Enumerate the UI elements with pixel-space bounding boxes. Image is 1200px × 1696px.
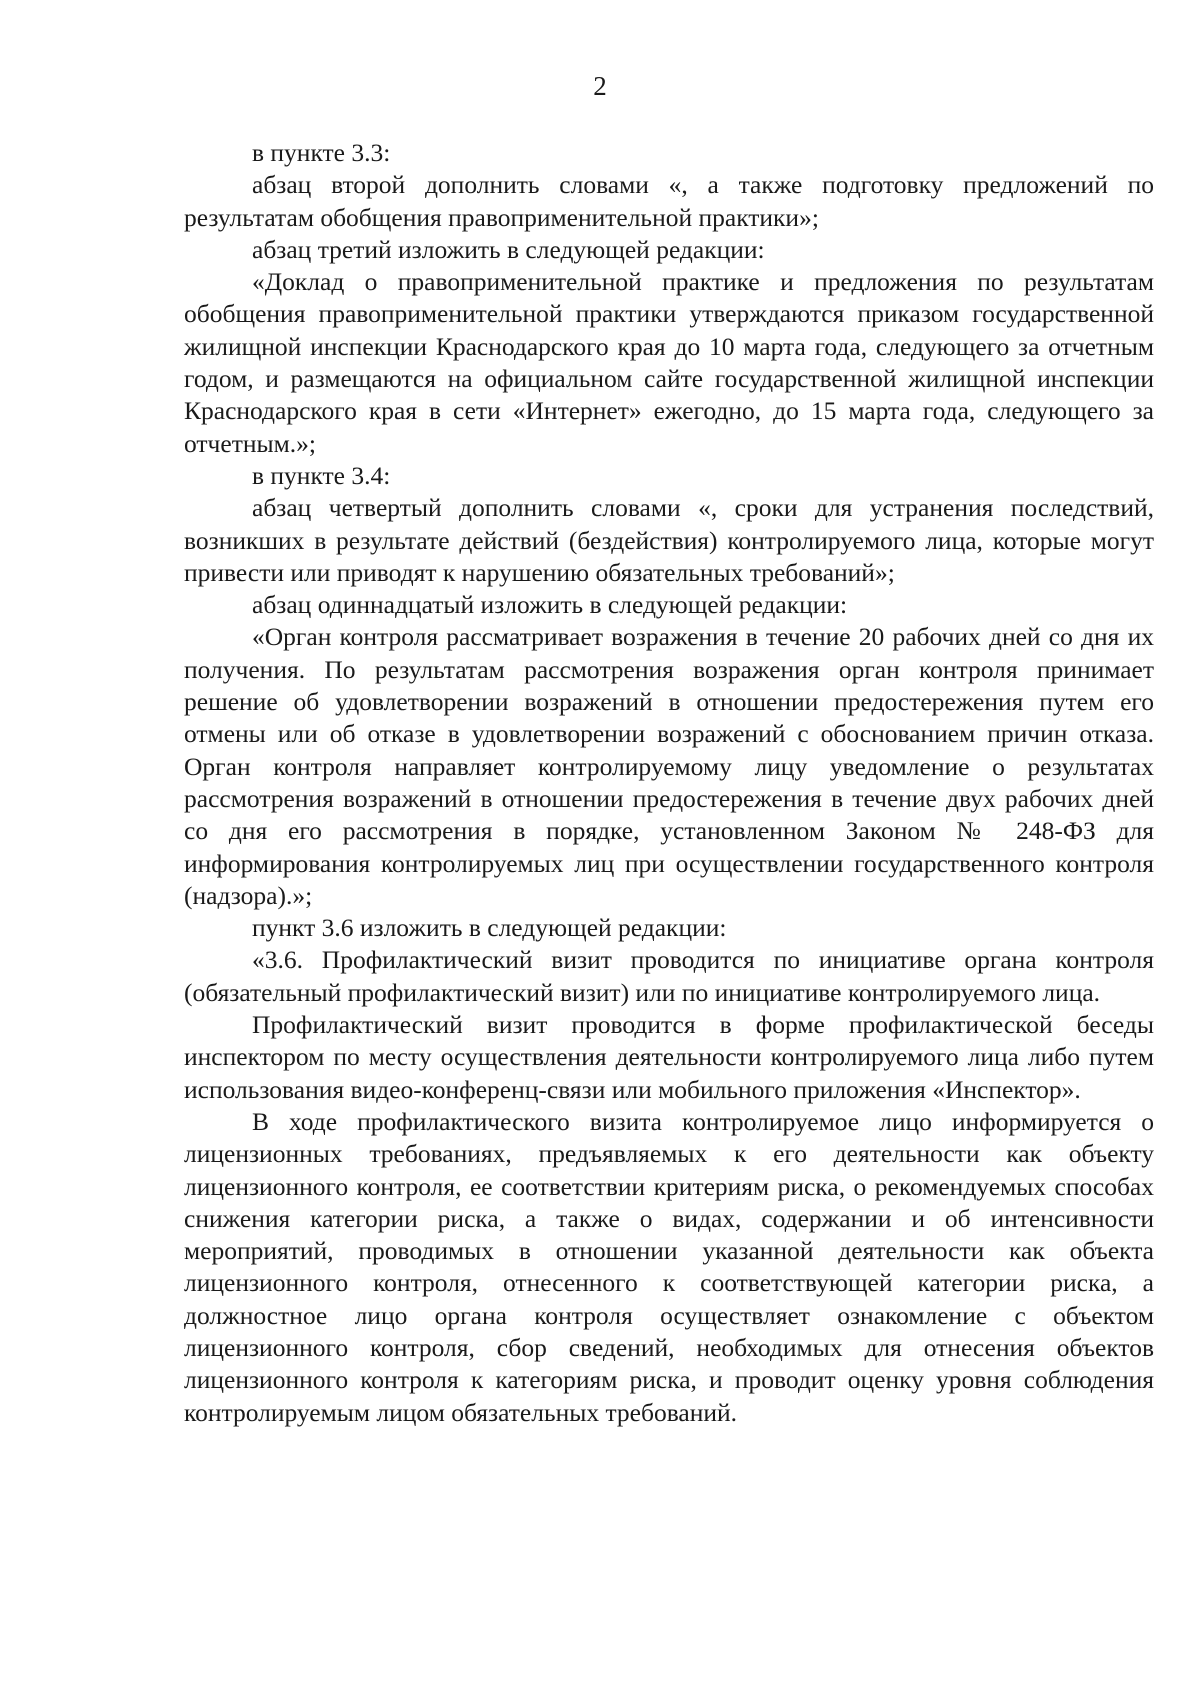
paragraph-visit-initiative: «3.6. Профилактический визит проводится по инициативе органа контроля (обязательный профилактический визит) или по инициативе контролируемого лица. (184, 945, 1154, 1007)
paragraph-amend-fourth: абзац четвертый дополнить словами «, сроки для устранения последствий, возникших в результате действий (бездействия) контролируемого лица, которые могут привести или приводят к нарушению обязательных требований»; (184, 493, 1154, 587)
paragraph-eleventh-heading: абзац одиннадцатый изложить в следующей редакции: (252, 590, 848, 620)
paragraph-third-heading: абзац третий изложить в следующей редакции: (252, 234, 765, 264)
page-number: 2 (593, 71, 607, 101)
paragraph-visit-content: В ходе профилактического визита контролируемое лицо информируется о лицензионных требованиях, предъявляемых к его деятельности как объекту лицензионного контроля, ее соответствии критериям риска, о рекомендуемых способах снижения категории риска, а также о видах, содержании и об интенсивности мероприятий, проводимых в отношении указанной деятельности как объекта лицензионного контроля, отнесенного к соответствующей категории риска, а должностное лицо органа контроля осуществляет ознакомление с объектом лицензионного контроля, сбор сведений, необходимых для отнесения объектов лицензионного контроля к категориям риска, и проводит оценку уровня соблюдения контролируемым лицом обязательных требований. (184, 1106, 1154, 1427)
paragraph-objections-text: «Орган контроля рассматривает возражения в течение 20 рабочих дней со дня их получения. По результатам рассмотрения возражения орган контроля принимает решение об удовлетворении возражений в отношении предостережения путем его отмены или об отказе в удовлетворении возражений с обоснованием причин отказа. Орган контроля направляет контролируемому лицу уведомление о результатах рассмотрения возражений в отношении предостережения в течение двух рабочих дней со дня его рассмотрения в порядке, установленном Законом № 248-ФЗ для информирования контролируемых лиц при осуществлении государственного контроля (надзора).»; (184, 622, 1154, 910)
paragraph-visit-form: Профилактический визит проводится в форме профилактической беседы инспектором по месту осуществления деятельности контролируемого лица либо путем использования видео-конференц-связи или мобильного приложения «Инспектор». (184, 1010, 1154, 1104)
paragraph-report-text: «Доклад о правоприменительной практике и предложения по результатам обобщения правоприменительной практики утверждаются приказом государственной жилищной инспекции Краснодарского края до 10 марта года, следующего за отчетным годом, и размещаются на официальном сайте государственной жилищной инспекции Краснодарского края в сети «Интернет» ежегодно, до 15 марта года, следующего за отчетным.»; (184, 267, 1154, 458)
paragraph-amend-second: абзац второй дополнить словами «, а также подготовку предложений по результатам обобщения правоприменительной практики»; (184, 170, 1154, 232)
paragraph-item-3-4: в пункте 3.4: (252, 460, 391, 490)
paragraph-item-3-3: в пункте 3.3: (252, 138, 391, 167)
document-body (184, 137, 1154, 1429)
paragraph-item-3-6-heading: пункт 3.6 изложить в следующей редакции: (252, 913, 727, 943)
